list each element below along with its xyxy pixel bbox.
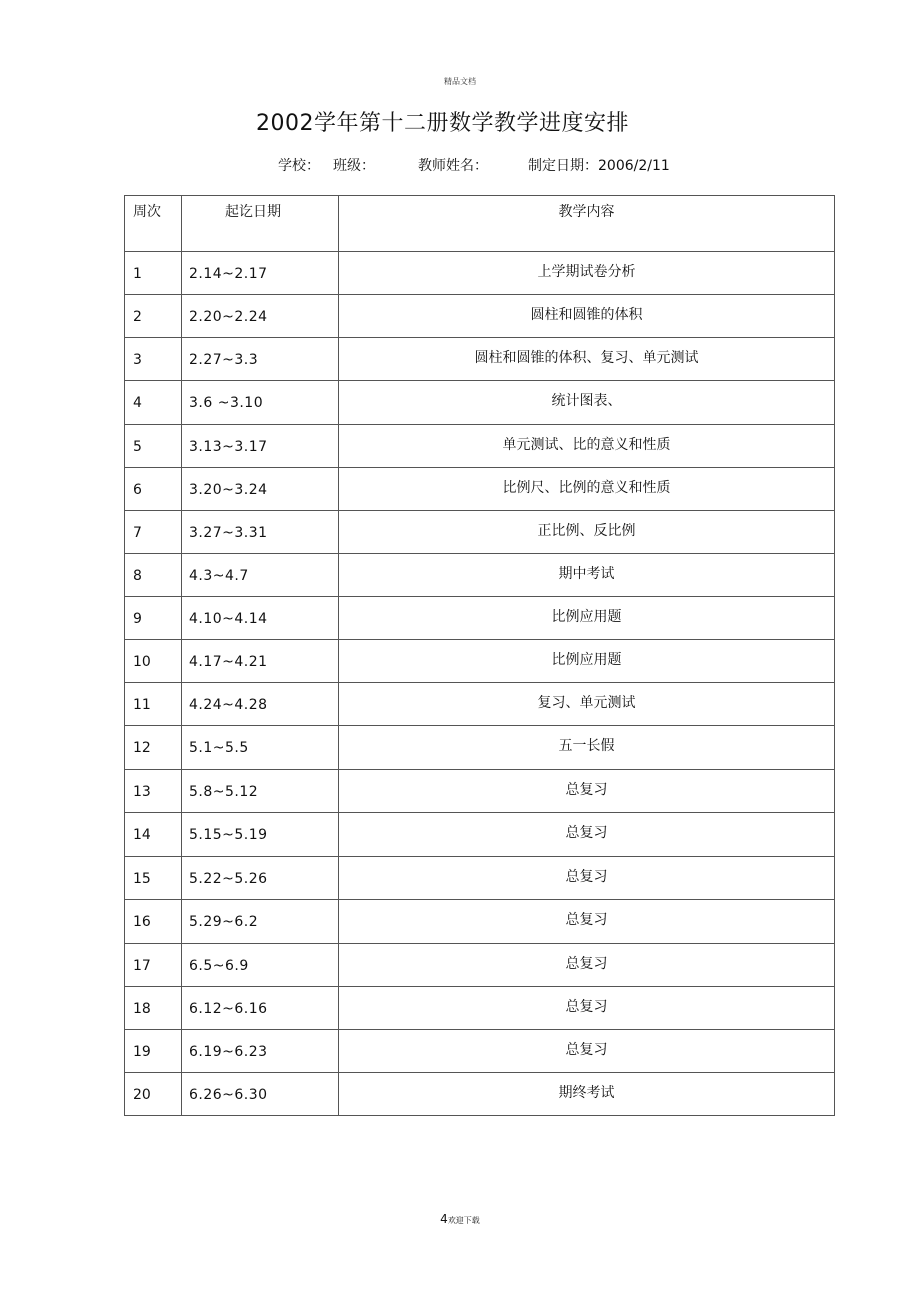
date-cell: 6.19~6.23 — [182, 1030, 339, 1073]
page-title: 2002学年第十二册数学教学进度安排 — [256, 111, 629, 136]
date-cell: 2.20~2.24 — [182, 295, 339, 338]
date-cell: 5.1~5.5 — [182, 726, 339, 770]
header-week: 周次 — [125, 196, 182, 252]
content-cell: 总复习 — [339, 813, 835, 857]
table-header-row — [125, 196, 835, 252]
table-row — [125, 857, 835, 900]
week-cell: 19 — [125, 1030, 182, 1073]
date-cell: 5.15~5.19 — [182, 813, 339, 857]
date-cell: 4.3~4.7 — [182, 554, 339, 597]
table-row — [125, 1073, 835, 1116]
table-row — [125, 338, 835, 381]
schedule-table — [124, 195, 835, 1116]
table-row — [125, 597, 835, 640]
table-row — [125, 813, 835, 857]
date-cell: 5.29~6.2 — [182, 900, 339, 944]
class-label: 班级： — [333, 158, 375, 174]
date-cell: 2.27~3.3 — [182, 338, 339, 381]
table-row — [125, 726, 835, 770]
content-cell: 总复习 — [339, 857, 835, 900]
table-row — [125, 425, 835, 468]
week-cell: 20 — [125, 1073, 182, 1116]
content-cell: 五一长假 — [339, 726, 835, 770]
content-cell: 统计图表、 — [339, 381, 835, 425]
week-cell: 18 — [125, 987, 182, 1030]
week-cell: 6 — [125, 468, 182, 511]
week-cell: 14 — [125, 813, 182, 857]
week-cell: 1 — [125, 252, 182, 295]
content-cell: 总复习 — [339, 1030, 835, 1073]
table-row — [125, 295, 835, 338]
table-row — [125, 987, 835, 1030]
date-cell: 6.12~6.16 — [182, 987, 339, 1030]
content-cell: 总复习 — [339, 987, 835, 1030]
week-cell: 2 — [125, 295, 182, 338]
table-row — [125, 770, 835, 813]
week-cell: 13 — [125, 770, 182, 813]
table-row — [125, 381, 835, 425]
date-cell: 5.22~5.26 — [182, 857, 339, 900]
header-note: 精品文档 — [444, 77, 476, 86]
header-content: 教学内容 — [339, 196, 835, 252]
week-cell: 10 — [125, 640, 182, 683]
week-cell: 11 — [125, 683, 182, 726]
table-row — [125, 468, 835, 511]
content-cell: 比例尺、比例的意义和性质 — [339, 468, 835, 511]
date-cell: 6.5~6.9 — [182, 944, 339, 987]
page-footer — [0, 1212, 920, 1226]
table-row — [125, 252, 835, 295]
table-row — [125, 554, 835, 597]
week-cell: 16 — [125, 900, 182, 944]
content-cell: 圆柱和圆锥的体积、复习、单元测试 — [339, 338, 835, 381]
page-number: 4 — [440, 1212, 448, 1226]
week-cell: 7 — [125, 511, 182, 554]
date-cell: 2.14~2.17 — [182, 252, 339, 295]
week-cell: 12 — [125, 726, 182, 770]
content-cell: 复习、单元测试 — [339, 683, 835, 726]
date-cell: 4.10~4.14 — [182, 597, 339, 640]
table-row — [125, 511, 835, 554]
table-row — [125, 640, 835, 683]
content-cell: 总复习 — [339, 900, 835, 944]
date-cell: 3.27~3.31 — [182, 511, 339, 554]
content-cell: 期终考试 — [339, 1073, 835, 1116]
content-cell: 期中考试 — [339, 554, 835, 597]
date-cell: 4.17~4.21 — [182, 640, 339, 683]
date-cell: 5.8~5.12 — [182, 770, 339, 813]
week-cell: 17 — [125, 944, 182, 987]
table-row — [125, 1030, 835, 1073]
meta-line — [0, 155, 920, 177]
content-cell: 圆柱和圆锥的体积 — [339, 295, 835, 338]
week-cell: 8 — [125, 554, 182, 597]
teacher-label: 教师姓名： — [418, 158, 488, 174]
date-cell: 3.6 ~3.10 — [182, 381, 339, 425]
date-cell: 6.26~6.30 — [182, 1073, 339, 1116]
week-cell: 5 — [125, 425, 182, 468]
date-cell: 3.20~3.24 — [182, 468, 339, 511]
content-cell: 总复习 — [339, 944, 835, 987]
content-cell: 比例应用题 — [339, 640, 835, 683]
date-cell: 3.13~3.17 — [182, 425, 339, 468]
content-cell: 上学期试卷分析 — [339, 252, 835, 295]
content-cell: 总复习 — [339, 770, 835, 813]
content-cell: 比例应用题 — [339, 597, 835, 640]
table-row — [125, 900, 835, 944]
week-cell: 4 — [125, 381, 182, 425]
date-label: 制定日期：2006/2/11 — [528, 158, 670, 174]
table-row — [125, 683, 835, 726]
footer-text: 欢迎下载 — [447, 1216, 480, 1225]
week-cell: 9 — [125, 597, 182, 640]
content-cell: 正比例、反比例 — [339, 511, 835, 554]
content-cell: 单元测试、比的意义和性质 — [339, 425, 835, 468]
week-cell: 3 — [125, 338, 182, 381]
date-cell: 4.24~4.28 — [182, 683, 339, 726]
table-row — [125, 944, 835, 987]
school-label: 学校： — [278, 158, 320, 174]
week-cell: 15 — [125, 857, 182, 900]
header-dates: 起讫日期 — [182, 196, 339, 252]
